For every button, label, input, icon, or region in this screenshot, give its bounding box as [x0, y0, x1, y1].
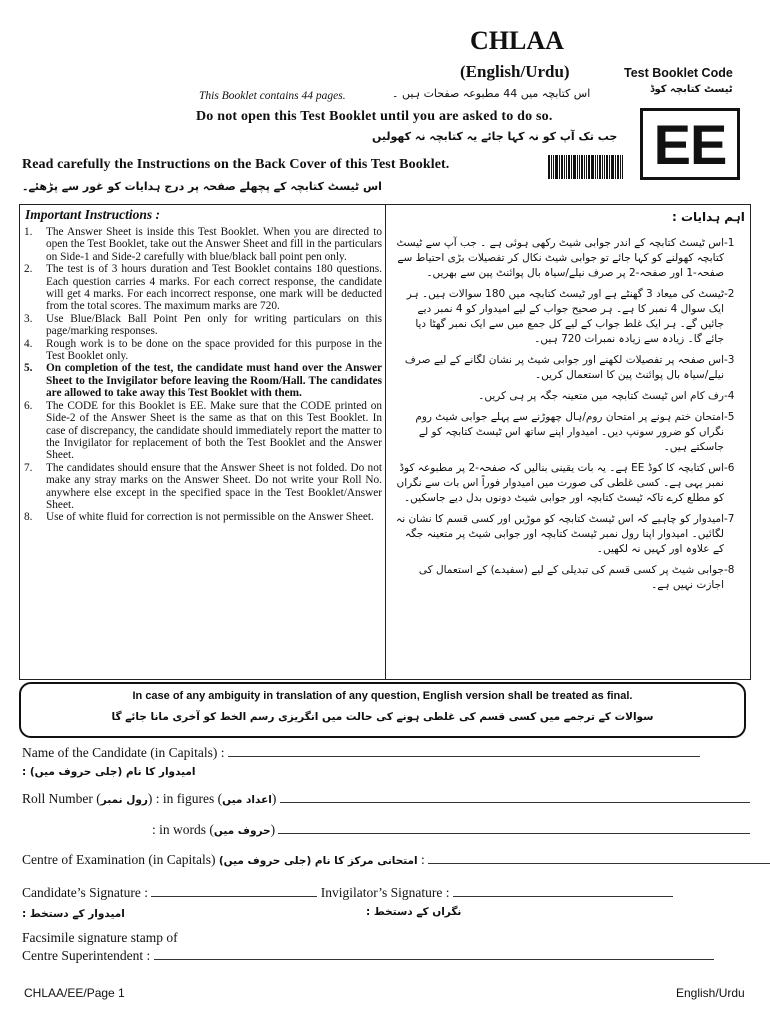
centre-label: Centre of Examination (in Capitals) [22, 852, 216, 867]
read-instructions-notice: Read carefully the Instructions on the Back Cover of this Test Booklet. [22, 157, 450, 172]
barcode-bar [609, 155, 610, 179]
barcode-bar [604, 155, 605, 179]
instructions-heading: Important Instructions : [25, 207, 161, 222]
urdu-instruction-item: -5 امتحان ختم ہونے پر امتحان روم/ہال چھوڑنے سے پہلے جوابی شیٹ روم نگراں کو ضرور سونپ دیں۔ امیدوار اپنے ساتھ اس ٹیسٹ کتابچہ کو لے جاسکتے ہیں۔ [415, 411, 735, 453]
barcode-bar [586, 155, 587, 179]
barcode-bar [581, 155, 583, 179]
barcode-bar [611, 155, 614, 179]
read-instructions-notice-urdu: اس ٹیسٹ کتابچہ کے پچھلے صفحہ پر درج ہدایات کو غور سے پڑھئے۔ [22, 180, 382, 193]
barcode-bar [555, 155, 558, 179]
in-figures-label-end: ) [271, 791, 277, 806]
barcode-bar [571, 155, 572, 179]
barcode-bar [573, 155, 576, 179]
roll-number-label-urdu: رول نمبر [100, 794, 148, 806]
urdu-instruction-item: -7 امیدوار کو چاہیے کہ اس ٹیسٹ کتابچہ کو موڑیں اور کسی قسم کا نشان نہ لگائیں۔ امیدوار اپنا رول نمبر ٹیسٹ کتابچہ اور جوابی شیٹ پر متعینہ جگہ کے علاوہ اور کہیں نہ لکھیں۔ [396, 513, 735, 555]
instruction-item: 8. Use of white fluid for correction is not permissible on the Answer Sheet. [24, 511, 374, 524]
in-figures-label: ) : in figures ( [147, 791, 223, 806]
barcode-bar [568, 155, 570, 179]
roll-number-label: Roll Number ( [22, 791, 101, 806]
facsimile-row [22, 948, 714, 964]
candidate-name-field[interactable] [228, 746, 700, 757]
candidate-name-row [22, 745, 700, 761]
instruction-item: 6. The CODE for this Booklet is EE. Make sure that the CODE printed on Side-2 of the Answer Sheet is the same as that on this Test Booklet. In case of discrepancy, the candidate should immediately report the matter to the Invigilator for replacement of both the Test Booklet and the Answer Sheet. [24, 399, 382, 462]
booklet-title: CHLAA [470, 26, 564, 55]
ambiguity-notice-urdu: سوالات کے ترجمے میں کسی قسم کی غلطی ہونے کی حالت میں انگریزی رسم الخط کو آخری مانا جائے گا [111, 711, 654, 723]
barcode-bar [599, 155, 601, 179]
centre-label-urdu: امتحانی مرکز کا نام (جلی حروف میں) [218, 855, 418, 867]
candidate-name-label-urdu: امیدوار کا نام (جلی حروف میں) : [22, 766, 196, 778]
page-count: This Booklet contains 44 pages. [199, 90, 346, 102]
urdu-instructions-list [394, 236, 744, 599]
in-words-label-end: ) [270, 822, 276, 837]
urdu-instruction-item: -4 رف کام اس ٹیسٹ کتابچہ میں متعینہ جگہ پر ہی کریں۔ [478, 390, 735, 402]
facsimile-label-2: Centre Superintendent : [22, 948, 151, 963]
barcode-bar [559, 155, 560, 179]
invigilator-signature-label: Invigilator’s Signature : [320, 885, 450, 900]
barcode-bar [615, 155, 616, 179]
do-not-open-notice-urdu: جب تک آپ کو نہ کہا جائے یہ کتابچہ نہ کھولیں [372, 130, 618, 143]
barcode-bar [617, 155, 619, 179]
barcode-bar [597, 155, 598, 179]
barcode-bar [564, 155, 565, 179]
roll-words-row [152, 822, 750, 838]
instructions-list [24, 226, 382, 524]
instruction-item: 1. The Answer Sheet is inside this Test Booklet. When you are directed to open the Test Booklet, take out the Answer Sheet and fill in the particulars on Side-1 and Side-2 carefully with blue/black ball point pen only. [24, 226, 382, 263]
invigilator-signature-field[interactable] [453, 886, 673, 897]
barcode-bar [591, 155, 594, 179]
booklet-code-box: EE [640, 108, 740, 180]
urdu-instruction-item: -6 اس کتابچہ کا کوڈ EE ہے۔ یہ بات یقینی بنالیں کہ صفحہ-2 پر مطبوعہ کوڈ نمبر یہی ہے۔ کسی غلطی کی صورت میں امیدوار فوراً اس بات سے نگراں کو مطلع کرے تاکہ ٹیسٹ کتابچہ اور جوابی شیٹ دونوں بدل دیے جاسکیں۔ [396, 462, 735, 504]
centre-row: Centre of Examination (in Capitals) امتحانی مرکز کا نام (جلی حروف میں) : [22, 852, 770, 868]
candidate-signature-label: Candidate’s Signature : [22, 885, 148, 900]
ambiguity-notice: In case of any ambiguity in translation of any question, English version shall be treated as final. [132, 690, 633, 702]
instructions-divider [385, 204, 386, 680]
in-words-label-urdu: حروف میں [213, 825, 271, 837]
facsimile-label-1: Facsimile signature stamp of [22, 930, 178, 945]
urdu-instructions-heading: اہم ہدایات : [672, 210, 745, 224]
urdu-instruction-item: -3 اس صفحہ پر تفصیلات لکھنے اور جوابی شیٹ پر نشان لگانے کے لیے صرف نیلے/سیاہ بال پوائنٹ پین کا استعمال کریں۔ [404, 354, 735, 381]
barcode [548, 155, 630, 179]
urdu-instruction-item: -1 اس ٹیسٹ کتابچہ کے اندر جوابی شیٹ رکھی ہوئی ہے ۔ جب آپ سے ٹیسٹ کتابچہ کھولنے کو کہا جائے تو جوابی شیٹ نکال کر تفصیلات بڑی احتیاط سے صفحہ-1 اور صفحہ-2 پر صرف نیلے/سیاہ بال پوائنٹ پین سے بھریں۔ [396, 237, 735, 279]
roll-number-figures-field[interactable] [280, 792, 750, 803]
footer-language: English/Urdu [676, 986, 745, 1000]
instruction-item: 4. Rough work is to be done on the space provided for this purpose in the Test Booklet only. [24, 337, 382, 363]
booklet-code-label-urdu: ٹیسٹ کتابچہ کوڈ [650, 84, 733, 95]
page-count-urdu: اس کتابچہ میں 44 مطبوعہ صفحات ہیں ۔ [392, 87, 591, 100]
invigilator-signature-label-urdu: نگراں کے دستخط : [366, 906, 462, 918]
barcode-bar [584, 155, 585, 179]
barcode-bar [548, 155, 550, 179]
barcode-bar [553, 155, 554, 179]
in-words-label: : in words ( [152, 822, 214, 837]
barcode-bar [622, 155, 623, 179]
barcode-bar [577, 155, 578, 179]
urdu-instruction-item: -2 ٹیسٹ کی میعاد 3 گھنٹے ہے اور ٹیسٹ کتابچہ میں 180 سوالات ہیں۔ ہر ایک سوال 4 نمبر کا ہے۔ ہر صحیح جواب کے لیے امیدوار کو 4 نمبر دیے جائیں گے۔ ہر ایک غلط جواب کے لیے کل جمع میں سے ایک نمبر گھٹا دیا جائے گا۔ زیادہ سے زیادہ نمبرات 720 ہیں۔ [406, 288, 735, 345]
barcode-bar [620, 155, 621, 179]
barcode-bar [602, 155, 603, 179]
candidate-name-label: Name of the Candidate (in Capitals) : [22, 745, 225, 760]
barcode-bar [595, 155, 596, 179]
do-not-open-notice: Do not open this Test Booklet until you are asked to do so. [196, 109, 553, 124]
candidate-signature-field[interactable] [151, 886, 317, 897]
booklet-subtitle: (English/Urdu) [460, 62, 570, 81]
superintendent-stamp-field[interactable] [154, 949, 714, 960]
roll-number-row [22, 791, 750, 807]
barcode-bar [566, 155, 567, 179]
barcode-bar [551, 155, 552, 179]
instruction-item: 5. On completion of the test, the candidate must hand over the Answer Sheet to the Invigilator before leaving the Room/Hall. The candidates are allowed to take away this Test Booklet with them. [24, 362, 382, 400]
urdu-instruction-item: -8 جوابی شیٹ پر کسی قسم کی تبدیلی کے لیے (سفیدے) کے استعمال کی اجازت نہیں ہے۔ [418, 564, 735, 591]
centre-field[interactable] [428, 853, 770, 864]
barcode-bar [588, 155, 590, 179]
barcode-bar [561, 155, 563, 179]
barcode-bar [579, 155, 580, 179]
in-figures-label-urdu: اعداد میں [222, 794, 272, 806]
instruction-item: 3. Use Blue/Black Ball Point Pen only for writing particulars on this page/marking responses. [24, 312, 382, 338]
booklet-code-label: Test Booklet Code [624, 66, 733, 80]
instruction-item: 7. The candidates should ensure that the Answer Sheet is not folded. Do not make any stray marks on the Answer Sheet. Do not write your Roll No. anywhere else except in the specified space in the Test Booklet/Answer Sheet. [24, 461, 382, 511]
footer-page-number: CHLAA/EE/Page 1 [24, 986, 125, 1000]
candidate-signature-label-urdu: امیدوار کے دستخط : [22, 908, 125, 920]
instruction-item: 2. The test is of 3 hours duration and Test Booklet contains 180 questions. Each question carries 4 marks. For each correct response, the candidate will get 4 marks. For each incorrect response, one mark will be deducted from the total scores. The maximum marks are 720. [24, 263, 382, 313]
signature-row [22, 885, 673, 901]
barcode-bar [606, 155, 608, 179]
roll-number-words-field[interactable] [278, 823, 750, 834]
